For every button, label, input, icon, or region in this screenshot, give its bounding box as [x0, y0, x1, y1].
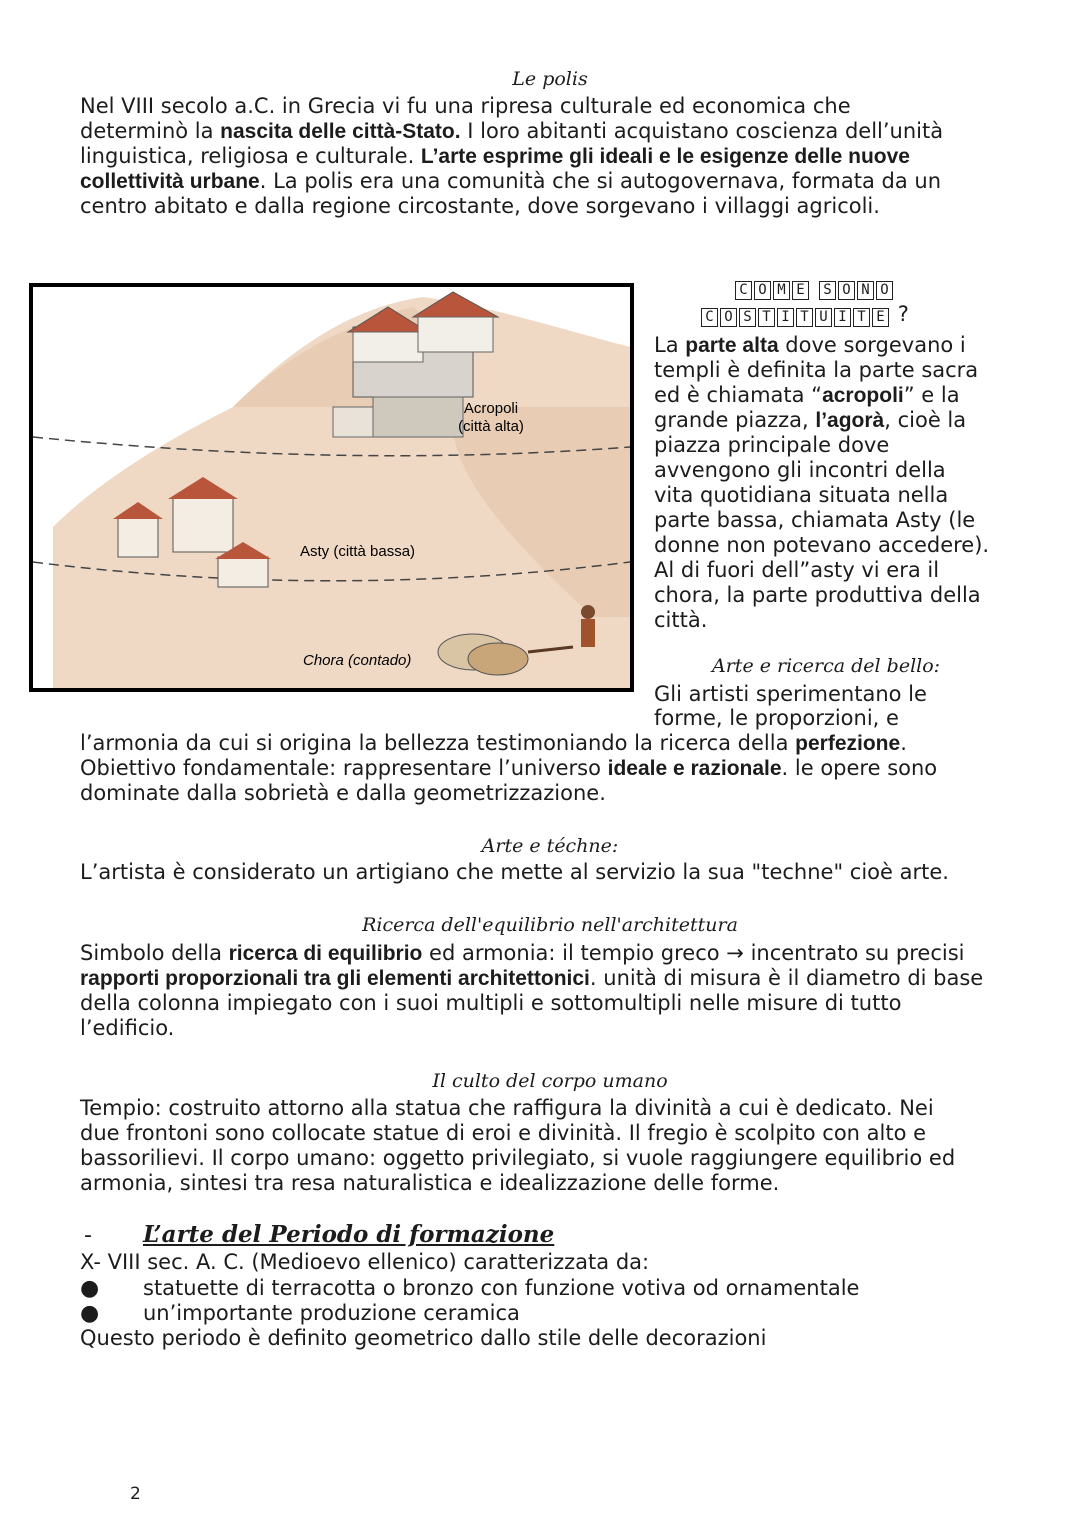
come-line: Al di fuori dell”asty vi era il [654, 558, 940, 582]
bold-span: l’agorà [815, 409, 885, 432]
come-line: vita quotidiana situata nella [654, 483, 949, 507]
asty-label: Asty (città bassa) [300, 543, 416, 560]
text-span: I loro abitanti acquistano coscienza dell’unità [460, 119, 944, 143]
text-span: linguistica, religiosa e culturale. [80, 144, 421, 168]
bello-line: forme, le proporzioni, e [654, 706, 899, 730]
text-span: . unità di misura è il diametro di base [589, 966, 984, 990]
come-sono-letters: C O M E S O N O [735, 277, 895, 300]
acropoli-sub-label: (città alta) [458, 418, 524, 435]
bold-span: parte alta [685, 334, 779, 357]
text-span: . [900, 731, 907, 755]
text-span: ed armonia: il tempio greco → incentrato su precisi [422, 941, 965, 965]
intro-line [80, 169, 943, 194]
bold-span: L’arte esprime gli ideali e le esigenze delle nuove [420, 145, 910, 168]
equilibrio-line: della colonna impiegato con i suoi multipli e sottomultipli nelle misure di tutto [80, 991, 902, 1015]
formazione-bullet: un’importante produzione ceramica [143, 1301, 520, 1325]
bello-line: dominate dalla sobrietà e dalla geometrizzazione. [80, 781, 606, 805]
come-line: piazza principale dove [654, 433, 890, 457]
bold-span: rapporti proporzionali tra gli elementi architettonici [80, 967, 590, 990]
come-paragraph [654, 333, 989, 633]
bold-span: nascita delle città-Stato. [220, 120, 461, 143]
bold-span: collettività urbane [80, 170, 260, 193]
intro-line: centro abitato e dalla regione circostante, dove sorgevano i villaggi agricoli. [80, 194, 880, 218]
text-span: ” e la [903, 383, 960, 407]
text-span: La [654, 333, 686, 357]
chora-label: Chora (contado) [303, 652, 412, 669]
come-line [654, 333, 989, 358]
boxed-title-1 [735, 277, 895, 300]
section-title-techne: Arte e téchne: [481, 835, 619, 857]
intro-paragraph [80, 94, 943, 219]
intro-line [80, 119, 943, 144]
polis-illustration [29, 283, 634, 692]
boxed-title-2 [701, 302, 909, 327]
page-number: 2 [130, 1484, 141, 1504]
text-span: dove sorgevano i [778, 333, 966, 357]
culto-line: bassorilievi. Il corpo umano: oggetto privilegiato, si vuole raggiungere equilibrio ed [80, 1146, 956, 1170]
text-span: Obiettivo fondamentale: rappresentare l’universo [80, 756, 608, 780]
text-span: grande piazza, [654, 408, 816, 432]
section-title-formazione: L’arte del Periodo di formazione [143, 1221, 555, 1248]
bello-line [80, 731, 937, 756]
bullet-icon: ● [80, 1301, 100, 1326]
acropoli-label: Acropoli [463, 400, 519, 417]
costituite-letters: C O S T I T U I T E [701, 302, 891, 327]
bello-paragraph [80, 731, 937, 806]
come-line [654, 383, 989, 408]
culto-line: due frontoni sono collocate statue di eroi e divinità. Il fregio è scolpito con alto e [80, 1121, 927, 1145]
come-line: chora, la parte produttiva della [654, 583, 981, 607]
section-title-equilibrio: Ricerca dell'equilibrio nell'architettura [362, 914, 738, 936]
equilibrio-line [80, 941, 983, 966]
bold-span: acropoli [822, 384, 904, 407]
formazione-line: X- VIII sec. A. C. (Medioevo ellenico) caratterizzata da: [80, 1250, 650, 1274]
come-line: donne non potevano accedere). [654, 533, 990, 557]
intro-line [80, 144, 943, 169]
section-title-culto: Il culto del corpo umano [432, 1070, 668, 1092]
bullet-icon: ● [80, 1276, 100, 1301]
come-line [654, 408, 989, 433]
come-line: templi è definita la parte sacra [654, 358, 979, 382]
text-span: Simbolo della [80, 941, 229, 965]
culto-paragraph [80, 1096, 955, 1196]
techne-line: L’artista è considerato un artigiano che mette al servizio la sua "techne" cioè arte. [80, 860, 949, 884]
equilibrio-line [80, 966, 983, 991]
bello-line [80, 756, 937, 781]
come-line: avvengono gli incontri della [654, 458, 946, 482]
intro-line: Nel VIII secolo a.C. in Grecia vi fu una ripresa culturale ed economica che [80, 94, 851, 118]
formazione-line: Questo periodo è definito geometrico dallo stile delle decorazioni [80, 1326, 767, 1350]
text-span: determinò la [80, 119, 221, 143]
culto-line: armonia, sintesi tra resa naturalistica e idealizzazione delle forme. [80, 1171, 780, 1195]
polis-drawing [33, 287, 630, 688]
come-line: città. [654, 608, 708, 632]
come-line: parte bassa, chiamata Asty (le [654, 508, 976, 532]
question-mark: ? [897, 302, 909, 326]
section-title-polis: Le polis [512, 68, 588, 90]
formazione-dash: - [84, 1223, 92, 1248]
text-span: l’armonia da cui si origina la bellezza testimoniando la ricerca della [80, 731, 796, 755]
text-span: ed è chiamata “ [654, 383, 823, 407]
culto-line: Tempio: costruito attorno alla statua che raffigura la divinità a cui è dedicato. Nei [80, 1096, 934, 1120]
text-span: . le opere sono [781, 756, 938, 780]
equilibrio-paragraph [80, 941, 983, 1041]
bello-line: Gli artisti sperimentano le [654, 682, 927, 706]
text-span: , cioè la [884, 408, 967, 432]
formazione-bullet: statuette di terracotta o bronzo con funzione votiva od ornamentale [143, 1276, 860, 1300]
bold-span: ricerca di equilibrio [228, 942, 423, 965]
equilibrio-line: l’edificio. [80, 1016, 175, 1040]
bold-span: ideale e razionale [607, 757, 782, 780]
bold-span: perfezione [795, 732, 901, 755]
text-span: . La polis era una comunità che si autogovernava, formata da un [259, 169, 941, 193]
section-title-bello: Arte e ricerca del bello: [712, 655, 941, 677]
